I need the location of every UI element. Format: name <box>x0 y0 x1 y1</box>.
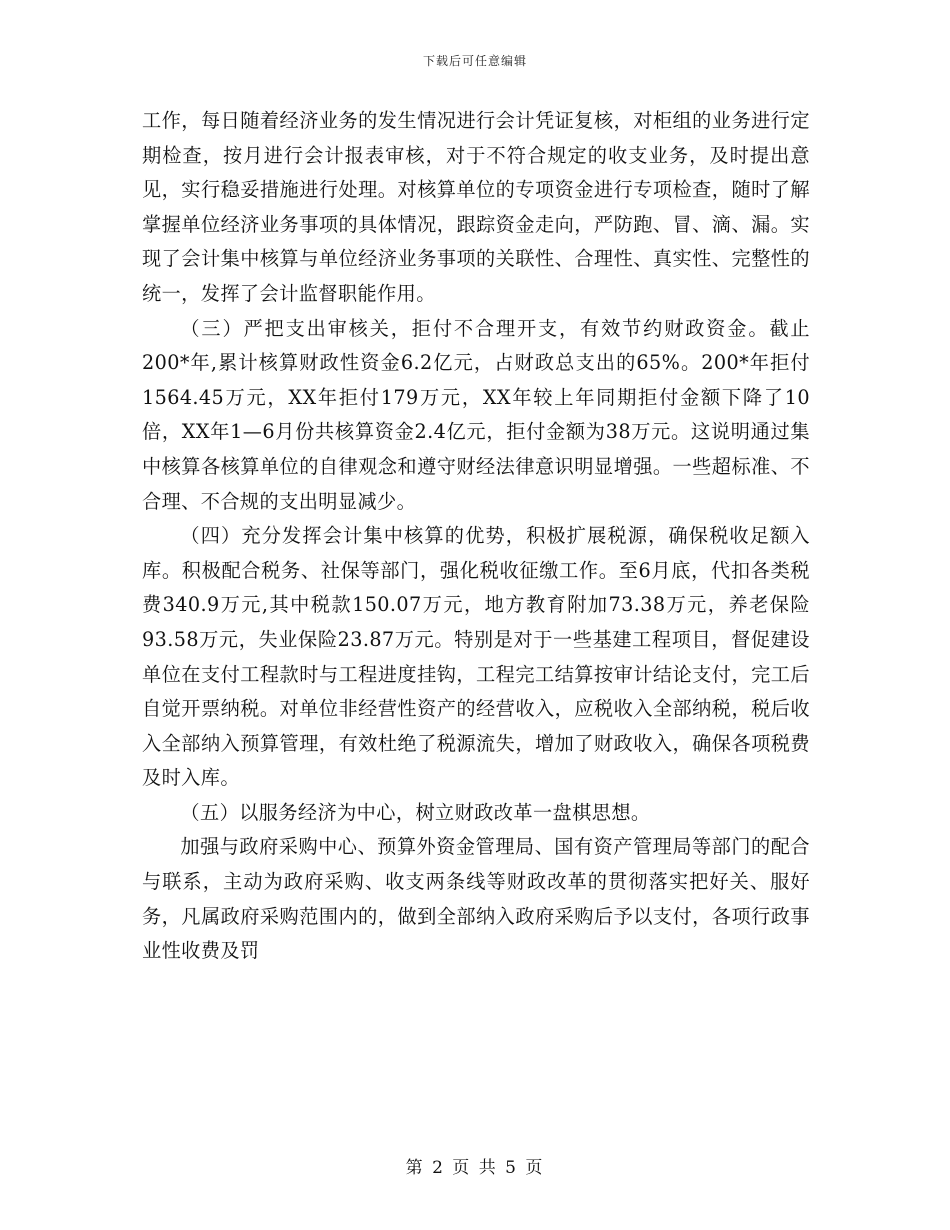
paragraph-section-5-heading: （五）以服务经济为中心，树立财政改革一盘棋思想。 <box>180 800 651 824</box>
document-body <box>142 104 810 969</box>
page-header: 下载后可任意编辑 <box>422 54 527 68</box>
paragraph-section-4: （四）充分发挥会计集中核算的优势，积极扩展税源，确保税收足额入库。积极配合税务、社保等部门，强化税收征缴工作。至6月底，代扣各类税费340.9万元,其中税款150.07万元，地方教育附加73.38万元，养老保险93.58万元，失业保险23.87万元。特别是对于一些基建工程项目，督促建设单位在支付工程款时与工程进度挂钩，工程完工结算按审计结论支付，完工后自觉开票纳税。对单位非经营性资产的经营收入，应税收入全部纳税，税后收入全部纳入预算管理，有效杜绝了税源流失，增加了财政收入，确保各项税费及时入库。 <box>142 524 810 790</box>
paragraph-section-5-body: 加强与政府采购中心、预算外资金管理局、国有资产管理局等部门的配合与联系，主动为政府采购、收支两条线等财政改革的贯彻落实把好关、服好务，凡属政府采购范围内的，做到全部纳入政府采购后予以支付，各项行政事业性收费及罚 <box>142 835 810 963</box>
paragraph-section-3: （三）严把支出审核关，拒付不合理开支，有效节约财政资金。截止200*年,累计核算财政性资金6.2亿元，占财政总支出的65%。200*年拒付1564.45万元，XX年拒付179万元，XX年较上年同期拒付金额下降了10倍，XX年1—6月份共核算资金2.4亿元，拒付金额为38万元。这说明通过集中核算各核算单位的自律观念和遵守财经法律意识明显增强。一些超标准、不合理、不合规的支出明显减少。 <box>142 316 810 513</box>
page-number-footer: 第 2 页 共 5 页 <box>405 1158 545 1178</box>
paragraph-continuation: 工作，每日随着经济业务的发生情况进行会计凭证复核，对柜组的业务进行定期检查，按月进行会计报表审核，对于不符合规定的收支业务，及时提出意见，实行稳妥措施进行处理。对核算单位的专项资金进行专项检查，随时了解掌握单位经济业务事项的具体情况，跟踪资金走向，严防跑、冒、滴、漏。实现了会计集中核算与单位经济业务事项的关联性、合理性、真实性、完整性的统一，发挥了会计监督职能作用。 <box>142 109 810 305</box>
